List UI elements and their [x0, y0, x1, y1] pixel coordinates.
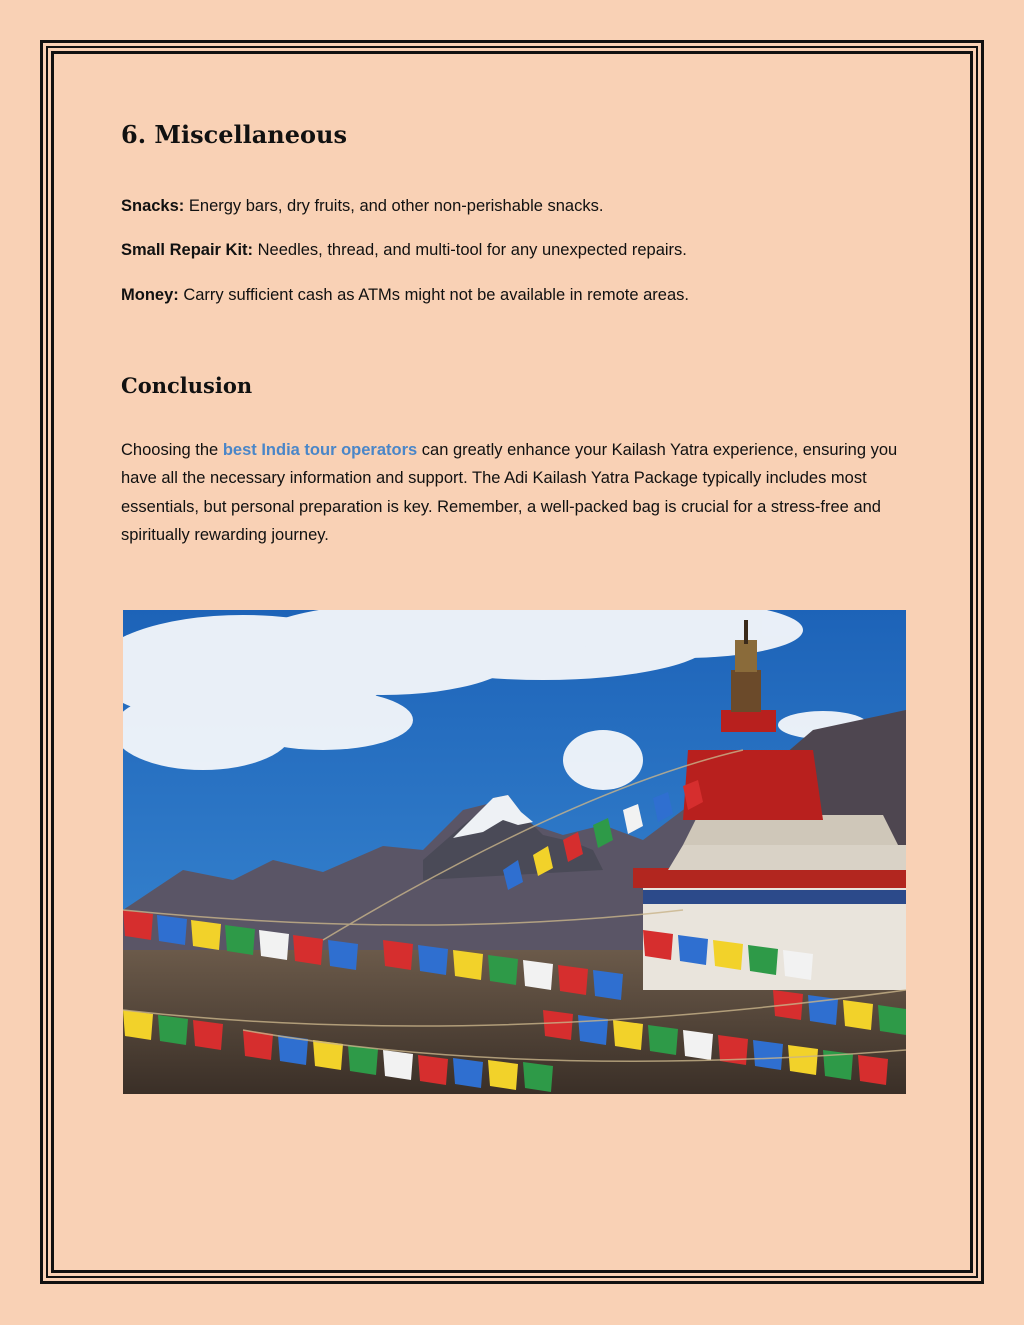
list-item-money [121, 284, 689, 306]
item-text: Carry sufficient cash as ATMs might not be available in remote areas. [178, 286, 689, 304]
section-heading-conclusion: Conclusion [121, 373, 253, 398]
section-heading-miscellaneous: 6. Miscellaneous [121, 120, 347, 149]
list-item-snacks [121, 195, 603, 217]
list-item-repair-kit [121, 239, 687, 261]
item-label: Snacks: [121, 197, 185, 215]
conclusion-paragraph [121, 436, 901, 549]
item-text: Needles, thread, and multi-tool for any unexpected repairs. [253, 241, 687, 259]
conclusion-text-end: can greatly enhance your Kailash Yatra experience, ensuring you have all the necessary information and support. The Adi Kailash Yatra Package typically includes most essentials, but personal preparation is key. Remember, a well-packed bag is crucial for a stress-free and spiritually rewarding journey. [121, 441, 898, 544]
item-label: Money: [121, 286, 179, 304]
item-text: Energy bars, dry fruits, and other non-perishable snacks. [184, 197, 604, 215]
item-label: Small Repair Kit: [121, 241, 254, 259]
kailash-stupa-photo [123, 610, 906, 1094]
tour-operators-link[interactable]: best India tour operators [222, 441, 418, 459]
conclusion-text-start: Choosing the [121, 441, 223, 459]
